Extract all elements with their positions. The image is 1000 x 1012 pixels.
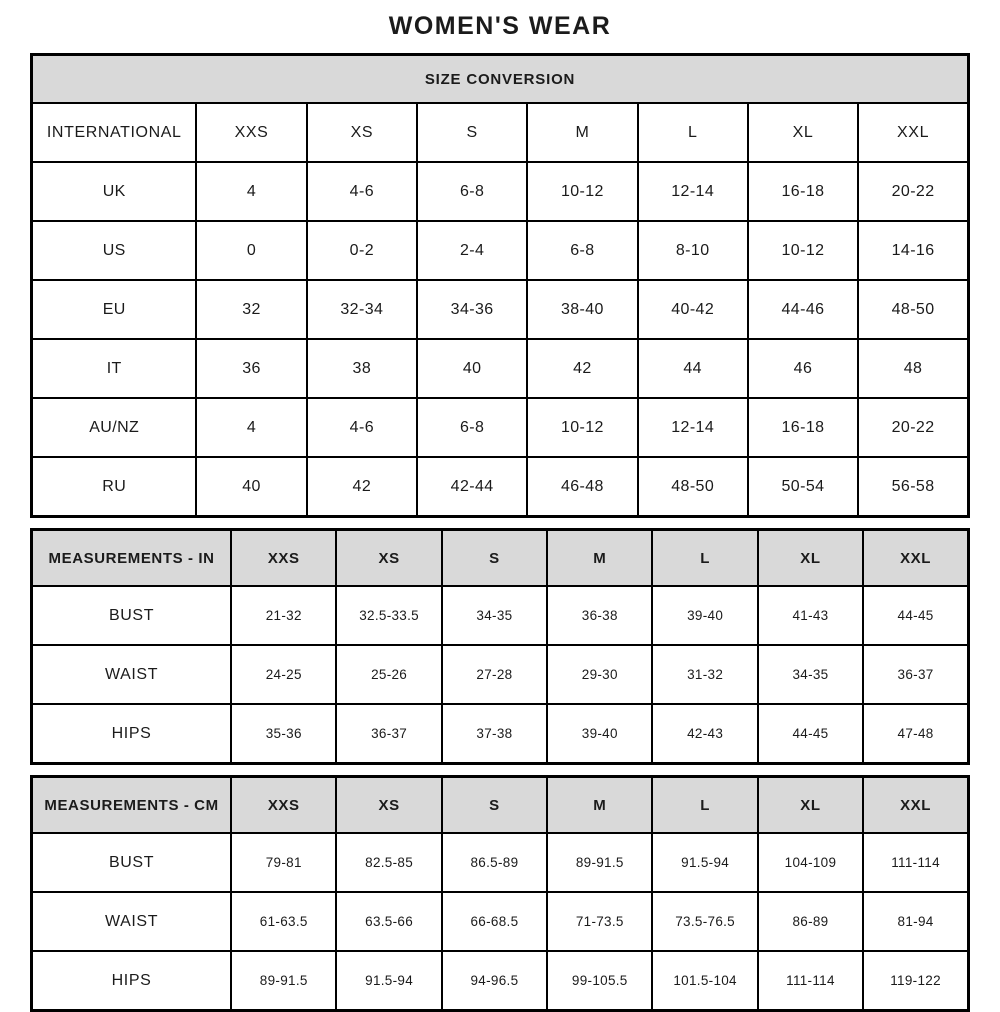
measurement-value-cell: 63.5-66 <box>336 892 441 951</box>
table-row-bust-cm <box>32 833 969 892</box>
size-value-cell: 40-42 <box>638 280 748 339</box>
measurement-value-cell: 42-43 <box>652 704 757 764</box>
measurement-value-cell: 91.5-94 <box>652 833 757 892</box>
size-column-header-row <box>32 103 969 162</box>
measurement-value-cell: 79-81 <box>231 833 336 892</box>
col-header-xxl: XXL <box>858 103 968 162</box>
size-value-cell: 48-50 <box>638 457 748 517</box>
size-value-cell: 4-6 <box>307 398 417 457</box>
size-value-cell: 12-14 <box>638 398 748 457</box>
size-value-cell: 4 <box>196 162 306 221</box>
size-value-cell: 56-58 <box>858 457 968 517</box>
measurement-value-cell: 73.5-76.5 <box>652 892 757 951</box>
measurement-value-cell: 41-43 <box>758 586 863 645</box>
col-header-l: L <box>652 530 757 587</box>
size-value-cell: 34-36 <box>417 280 527 339</box>
page-title: WOMEN'S WEAR <box>388 12 612 40</box>
size-value-cell: 32-34 <box>307 280 417 339</box>
measurement-value-cell: 86.5-89 <box>442 833 547 892</box>
size-conversion-title: SIZE CONVERSION <box>32 55 969 104</box>
measurement-value-cell: 89-91.5 <box>547 833 652 892</box>
table-row-waist-cm <box>32 892 969 951</box>
size-value-cell: 36 <box>196 339 306 398</box>
size-conversion-header-row <box>32 55 969 104</box>
col-header-xxl: XXL <box>863 530 968 587</box>
measurement-value-cell: 71-73.5 <box>547 892 652 951</box>
measurement-value-cell: 37-38 <box>442 704 547 764</box>
col-header-l: L <box>652 777 757 834</box>
region-label-us: US <box>32 221 197 280</box>
size-value-cell: 38 <box>307 339 417 398</box>
measurement-value-cell: 25-26 <box>336 645 441 704</box>
measurement-value-cell: 36-37 <box>336 704 441 764</box>
table-row-it <box>32 339 969 398</box>
measurements-in-table <box>30 528 970 765</box>
size-value-cell: 48-50 <box>858 280 968 339</box>
table-row-waist-in <box>32 645 969 704</box>
size-value-cell: 40 <box>417 339 527 398</box>
measurement-label-hips: HIPS <box>32 951 232 1011</box>
measurement-value-cell: 111-114 <box>863 833 968 892</box>
region-label-it: IT <box>32 339 197 398</box>
size-value-cell: 16-18 <box>748 398 858 457</box>
measurement-value-cell: 27-28 <box>442 645 547 704</box>
col-header-xxl: XXL <box>863 777 968 834</box>
size-value-cell: 42-44 <box>417 457 527 517</box>
size-value-cell: 4 <box>196 398 306 457</box>
measurement-label-waist: WAIST <box>32 645 232 704</box>
table-row-ru <box>32 457 969 517</box>
size-value-cell: 6-8 <box>527 221 637 280</box>
region-label-ru: RU <box>32 457 197 517</box>
size-value-cell: 0 <box>196 221 306 280</box>
col-header-m: M <box>547 777 652 834</box>
measurement-value-cell: 104-109 <box>758 833 863 892</box>
measurement-value-cell: 21-32 <box>231 586 336 645</box>
size-value-cell: 6-8 <box>417 162 527 221</box>
measurement-value-cell: 39-40 <box>547 704 652 764</box>
size-value-cell: 38-40 <box>527 280 637 339</box>
measurements-cm-title: MEASUREMENTS - CM <box>32 777 232 834</box>
measurement-value-cell: 101.5-104 <box>652 951 757 1011</box>
size-value-cell: 46 <box>748 339 858 398</box>
measurement-value-cell: 66-68.5 <box>442 892 547 951</box>
measurement-value-cell: 44-45 <box>863 586 968 645</box>
size-conversion-table <box>30 53 970 518</box>
measurements-cm-table <box>30 775 970 1012</box>
measurement-label-bust: BUST <box>32 586 232 645</box>
measurement-value-cell: 81-94 <box>863 892 968 951</box>
measurement-value-cell: 86-89 <box>758 892 863 951</box>
size-value-cell: 2-4 <box>417 221 527 280</box>
size-value-cell: 20-22 <box>858 162 968 221</box>
measurement-value-cell: 36-38 <box>547 586 652 645</box>
size-value-cell: 40 <box>196 457 306 517</box>
measurement-value-cell: 39-40 <box>652 586 757 645</box>
col-header-xxs: XXS <box>231 530 336 587</box>
measurement-value-cell: 99-105.5 <box>547 951 652 1011</box>
table-row-eu <box>32 280 969 339</box>
measurement-value-cell: 61-63.5 <box>231 892 336 951</box>
measurements-in-title: MEASUREMENTS - IN <box>32 530 232 587</box>
col-header-xs: XS <box>336 777 441 834</box>
col-header-xxs: XXS <box>231 777 336 834</box>
size-value-cell: 44 <box>638 339 748 398</box>
size-value-cell: 8-10 <box>638 221 748 280</box>
size-value-cell: 50-54 <box>748 457 858 517</box>
col-header-xl: XL <box>748 103 858 162</box>
col-header-m: M <box>527 103 637 162</box>
measurement-value-cell: 111-114 <box>758 951 863 1011</box>
measurement-value-cell: 32.5-33.5 <box>336 586 441 645</box>
measurements-cm-header-row <box>32 777 969 834</box>
col-header-xs: XS <box>336 530 441 587</box>
measurement-value-cell: 35-36 <box>231 704 336 764</box>
measurement-value-cell: 47-48 <box>863 704 968 764</box>
size-value-cell: 44-46 <box>748 280 858 339</box>
region-label-uk: UK <box>32 162 197 221</box>
size-value-cell: 42 <box>307 457 417 517</box>
size-value-cell: 20-22 <box>858 398 968 457</box>
size-value-cell: 0-2 <box>307 221 417 280</box>
region-label-eu: EU <box>32 280 197 339</box>
measurement-value-cell: 94-96.5 <box>442 951 547 1011</box>
size-value-cell: 4-6 <box>307 162 417 221</box>
col-header-l: L <box>638 103 748 162</box>
col-header-xxs: XXS <box>196 103 306 162</box>
measurement-value-cell: 119-122 <box>863 951 968 1011</box>
measurement-value-cell: 34-35 <box>442 586 547 645</box>
col-header-xl: XL <box>758 777 863 834</box>
size-value-cell: 6-8 <box>417 398 527 457</box>
col-header-xs: XS <box>307 103 417 162</box>
size-value-cell: 48 <box>858 339 968 398</box>
region-label-aunz: AU/NZ <box>32 398 197 457</box>
size-value-cell: 32 <box>196 280 306 339</box>
measurement-value-cell: 91.5-94 <box>336 951 441 1011</box>
size-value-cell: 46-48 <box>527 457 637 517</box>
measurement-label-hips: HIPS <box>32 704 232 764</box>
table-row-aunz <box>32 398 969 457</box>
col-header-s: S <box>417 103 527 162</box>
measurement-value-cell: 24-25 <box>231 645 336 704</box>
table-row-hips-in <box>32 704 969 764</box>
col-header-m: M <box>547 530 652 587</box>
table-row-us <box>32 221 969 280</box>
size-value-cell: 12-14 <box>638 162 748 221</box>
table-row-uk <box>32 162 969 221</box>
col-header-s: S <box>442 777 547 834</box>
measurements-in-header-row <box>32 530 969 587</box>
measurement-value-cell: 34-35 <box>758 645 863 704</box>
measurement-label-waist: WAIST <box>32 892 232 951</box>
size-value-cell: 10-12 <box>527 398 637 457</box>
col-header-international: INTERNATIONAL <box>32 103 197 162</box>
measurement-value-cell: 36-37 <box>863 645 968 704</box>
table-row-bust-in <box>32 586 969 645</box>
size-value-cell: 16-18 <box>748 162 858 221</box>
measurement-label-bust: BUST <box>32 833 232 892</box>
measurement-value-cell: 31-32 <box>652 645 757 704</box>
size-value-cell: 10-12 <box>527 162 637 221</box>
measurement-value-cell: 82.5-85 <box>336 833 441 892</box>
col-header-s: S <box>442 530 547 587</box>
measurement-value-cell: 44-45 <box>758 704 863 764</box>
measurement-value-cell: 29-30 <box>547 645 652 704</box>
table-row-hips-cm <box>32 951 969 1011</box>
size-value-cell: 14-16 <box>858 221 968 280</box>
measurement-value-cell: 89-91.5 <box>231 951 336 1011</box>
size-value-cell: 42 <box>527 339 637 398</box>
size-value-cell: 10-12 <box>748 221 858 280</box>
col-header-xl: XL <box>758 530 863 587</box>
